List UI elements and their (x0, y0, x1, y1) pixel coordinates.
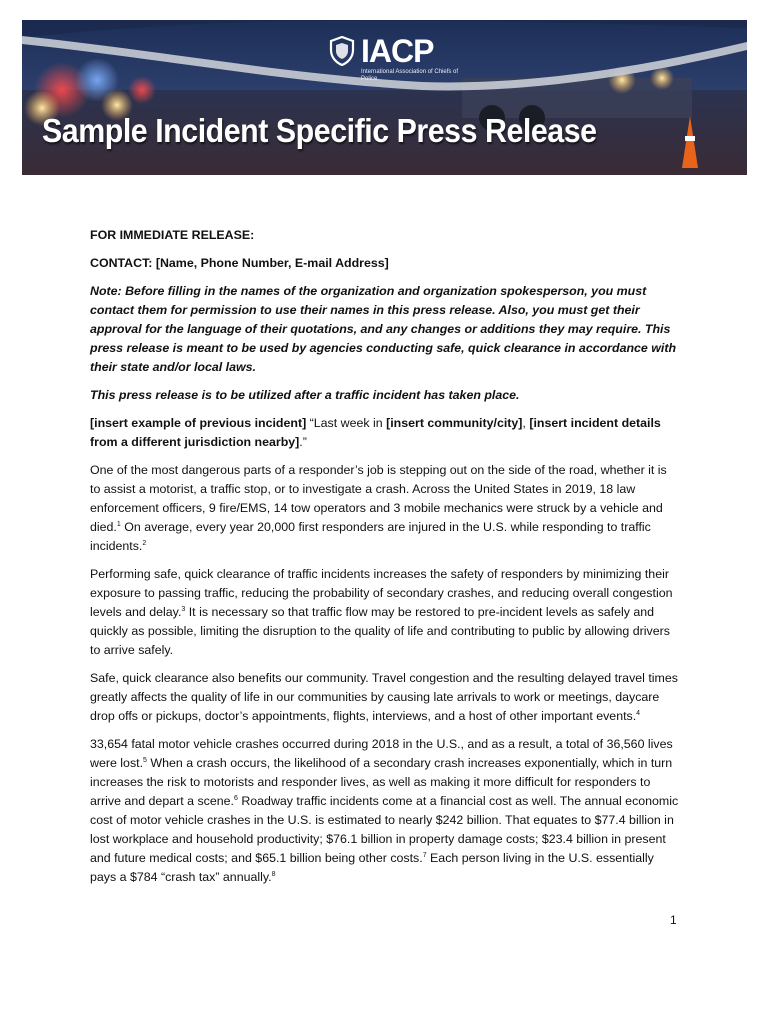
banner-title: Sample Incident Specific Press Release (42, 112, 597, 149)
logo-acronym: IACP (361, 33, 434, 69)
footnote-ref: 3 (181, 605, 186, 613)
iacp-logo (329, 33, 459, 82)
press-release-body (90, 226, 680, 896)
footnote-ref: 1 (116, 520, 121, 528)
footnote-ref: 5 (143, 756, 147, 764)
example-paragraph: [insert example of previous incident] “Last week in [insert community/city], [insert incident details from a different jurisdiction nearby].” (90, 416, 661, 449)
footnote-ref: 8 (271, 870, 276, 878)
danger-paragraph: One of the most dangerous parts of a responder’s job is stepping out on the side of the road, whether it is to assist a motorist, a traffic stop, or to investigate a crash. Across the United States in 2019, 18 law enforcement officers, 9 fire/EMS, 14 tow operators and 3 mobile mechanics were struck by a vehicle and died.$^1$ On average, every year 20,000 first responders are injured in the U.S. while responding to traffic incidents.$^2$ (90, 463, 667, 553)
note-paragraph: Note: Before filling in the names of the organization and organization spokesperson, you must contact them for permission to use their names in this press release. Also, you must get their approval for the language of their quotations, and any changes or additions they may require. This press release is meant to be used by agencies conducting safe, quick clearance in accordance with their state and/or local laws. (90, 284, 677, 374)
insert-example-placeholder: [insert example of previous incident] (90, 416, 307, 430)
footnote-ref: 2 (142, 539, 147, 547)
utilize-note: This press release is to be utilized after a traffic incident has taken place. (90, 388, 520, 402)
page-number: 1 (670, 913, 677, 927)
footnote-ref: 7 (422, 851, 427, 859)
contact-line: CONTACT: [Name, Phone Number, E-mail Address] (90, 256, 389, 270)
insert-city-placeholder: [insert community/city] (386, 416, 523, 430)
community-paragraph: Safe, quick clearance also benefits our community. Travel congestion and the resulting delayed travel times greatly affects the quality of life in our communities by causing late arrivals to work or meetings, daycare drop offs or pickups, doctor’s appointments, flights, interviews, and a host of other important events.$^4$ (90, 671, 678, 723)
footnote-ref: 4 (636, 709, 641, 717)
iacp-shield-icon (329, 36, 355, 66)
logo-subtitle: International Association of Chiefs of Police (361, 69, 459, 82)
footnote-ref: 6 (233, 794, 238, 802)
immediate-release-label: FOR IMMEDIATE RELEASE: (90, 228, 255, 242)
insert-details-placeholder: [insert incident details from a different jurisdiction nearby] (90, 416, 661, 449)
clearance-paragraph: Performing safe, quick clearance of traffic incidents increases the safety of responders by minimizing their exposure to passing traffic, reducing the probability of secondary crashes, and reducing overall congestion levels and delay.$^3$ It is necessary so that traffic flow may be restored to pre-incident levels as safely and quickly as possible, limiting the disruption to the quality of life and contributing to public by allowing drivers to arrive safely. (90, 567, 673, 657)
statistics-paragraph: 33,654 fatal motor vehicle crashes occurred during 2018 in the U.S., and as a result, a total of 36,560 lives were lost.$^5$ When a crash occurs, the likelihood of a secondary crash increases exponentially, which in turn increases the risk to motorists and responder lives, as well as making it more difficult for responders to arrive and depart a scene.$^6$ Roadway traffic incidents come at a financial cost as well. The annual economic cost of motor vehicle crashes in the U.S. is estimated to nearly $242 billion. That equates to $77.4 billion in lost workplace and household productivity; $76.1 billion in property damage costs; $23.4 billion in present and future medical costs; and $65.1 billion being other costs.$^7$ Each person living in the U.S. essentially pays a $784 “crash tax” annually.$^8$ (90, 737, 679, 884)
header-banner (22, 20, 747, 175)
